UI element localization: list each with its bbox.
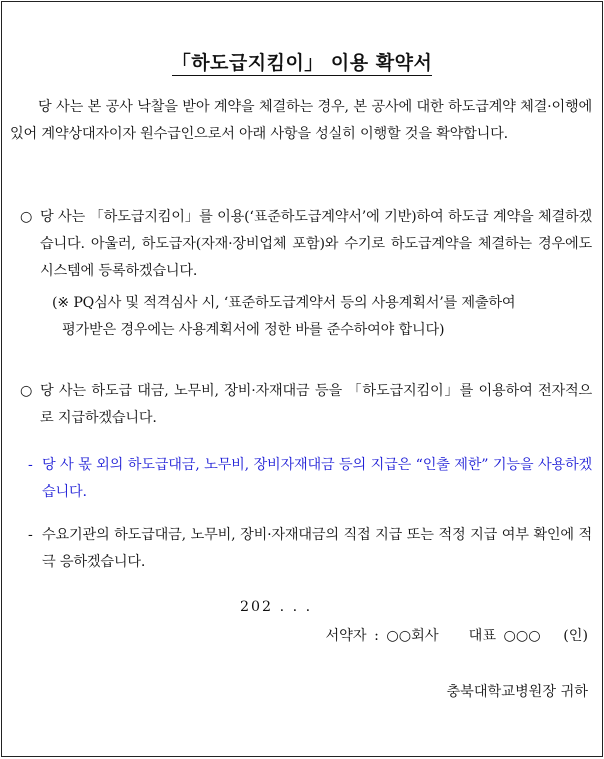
dash-bullet-icon: - bbox=[28, 527, 33, 543]
intro-paragraph: 당 사는 본 공사 낙찰을 받아 계약을 체결하는 경우, 본 공사에 대한 하도급계약 체결·이행에 있어 계약상대자이자 원수급인으로서 아래 사항을 성실히 이행할 것을 확약합니다. bbox=[10, 99, 592, 142]
sub-item-direct-payment-text: 수요기관의 하도급대금, 노무비, 장비·자재대금의 직접 지급 또는 적정 지급 여부 확인에 적극 응하겠습니다. bbox=[42, 527, 592, 570]
circle-bullet-icon: ○ bbox=[20, 383, 33, 399]
pledge-item-1 bbox=[20, 204, 592, 285]
representative-name: ○○○ bbox=[503, 628, 541, 644]
signer-label: 서약자 : bbox=[325, 628, 379, 644]
document-title bbox=[2, 48, 602, 75]
addressee: 충북대학교병원장 귀하 bbox=[446, 684, 588, 700]
dash-bullet-icon: - bbox=[28, 457, 33, 473]
signer-line bbox=[325, 625, 588, 645]
seal-mark: (인) bbox=[563, 628, 588, 644]
sub-item-withdrawal-limit-text: 당 사 몫 외의 하도급대금, 노무비, 장비자재대금 등의 지급은 “인출 제한” 기능을 사용하겠습니다. bbox=[42, 457, 592, 500]
note-line-2: 평가받은 경우에는 사용계획서에 정한 바를 준수하여야 합니다) bbox=[62, 322, 445, 338]
pledge-item-1-text: 당 사는 「하도급지킴이」를 이용(‘표준하도급계약서’에 기반)하여 하도급 계약을 체결하겠습니다. 아울러, 하도급자(자재·장비업체 포함)와 수기로 하도급계약을 체결하는 경우에도 시스템에 등록하겠습니다. bbox=[40, 209, 592, 279]
pledge-item-2 bbox=[20, 378, 592, 432]
pledge-document bbox=[1, 1, 603, 757]
pledge-item-2-text: 당 사는 하도급 대금, 노무비, 장비·자재대금 등을 「하도급지킴이」를 이용하여 전자적으로 지급하겠습니다. bbox=[40, 383, 592, 426]
signer-company: ○○회사 bbox=[386, 628, 439, 644]
sub-item-withdrawal-limit bbox=[28, 452, 592, 506]
pledge-item-1-note bbox=[52, 290, 592, 344]
document-title-text: 「하도급지킴이」 이용 확약서 bbox=[171, 52, 433, 74]
sub-item-direct-payment bbox=[28, 522, 592, 576]
date-line: 202 . . . bbox=[240, 599, 313, 615]
representative-label: 대표 bbox=[468, 628, 497, 644]
circle-bullet-icon: ○ bbox=[20, 209, 33, 225]
note-line-1: (※ PQ심사 및 적격심사 시, ‘표준하도급계약서 등의 사용계획서’를 제출하여 bbox=[52, 295, 516, 311]
